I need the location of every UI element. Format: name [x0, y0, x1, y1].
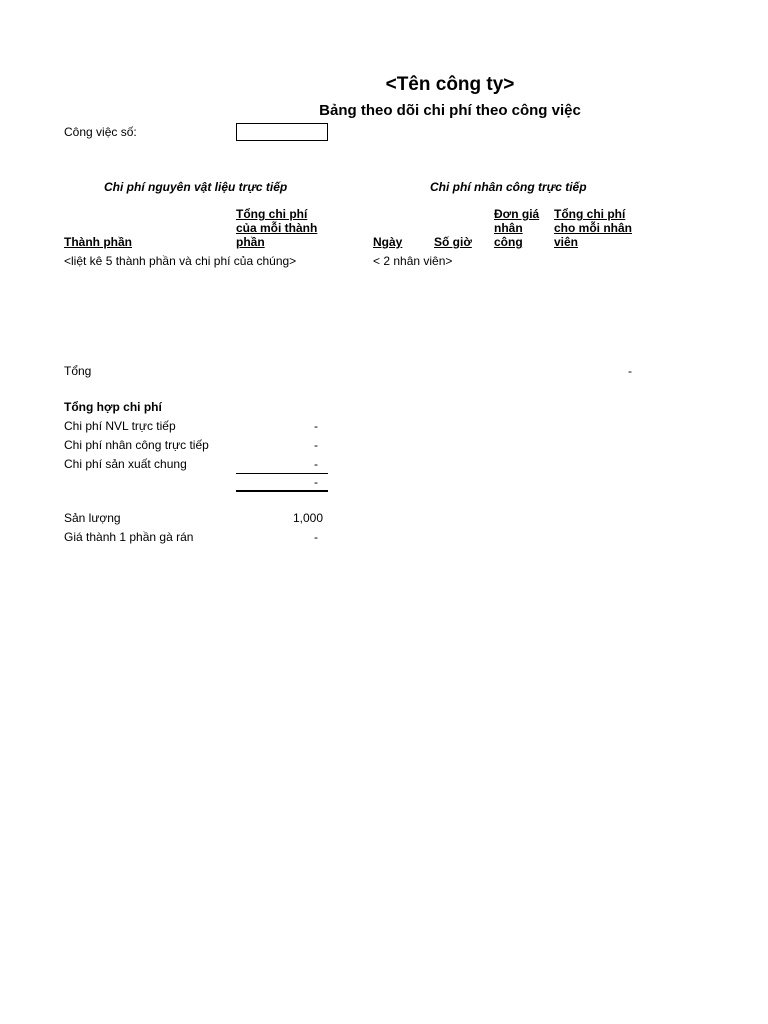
summary-row-label: Chi phí NVL trực tiếp: [64, 419, 176, 433]
summary-row-label: Chi phí nhân công trực tiếp: [64, 438, 209, 452]
summary-row-label: Chi phí sản xuất chung: [64, 457, 187, 471]
materials-section-title: Chi phí nguyên vật liệu trực tiếp: [104, 180, 288, 194]
labor-total-value: -: [628, 364, 632, 378]
labor-col-rate: Đơn giá nhân công: [494, 207, 540, 249]
quantity-value: 1,000: [292, 511, 323, 525]
labor-placeholder: < 2 nhân viên>: [373, 254, 453, 268]
subtotal-bottom-border: [236, 490, 328, 492]
job-number-label: Công việc số:: [64, 125, 137, 139]
labor-col-total: Tổng chi phí cho mỗi nhân viên: [554, 207, 632, 249]
labor-col-hours: Số giờ: [434, 235, 472, 249]
unit-cost-value: -: [314, 530, 318, 544]
materials-col-total: Tổng chi phí của mỗi thành phần: [236, 207, 318, 249]
company-title: <Tên công ty>: [385, 74, 515, 95]
job-number-input[interactable]: [236, 123, 328, 141]
summary-row-value: -: [314, 457, 318, 471]
summary-row-value: -: [314, 438, 318, 452]
materials-placeholder: <liệt kê 5 thành phần và chi phí của chúng>: [64, 254, 297, 268]
total-label: Tổng: [64, 364, 92, 378]
labor-col-date: Ngày: [373, 235, 403, 249]
labor-section-title: Chi phí nhân công trực tiếp: [430, 180, 587, 194]
materials-col-component: Thành phần: [64, 235, 132, 249]
summary-row-value: -: [314, 419, 318, 433]
quantity-label: Sản lượng: [64, 511, 121, 525]
summary-title: Tổng hợp chi phí: [64, 400, 162, 414]
summary-subtotal-value: -: [314, 475, 318, 489]
page-subtitle: Bảng theo dõi chi phí theo công việc: [319, 102, 581, 119]
subtotal-top-border: [236, 473, 328, 474]
unit-cost-label: Giá thành 1 phần gà rán: [64, 530, 194, 544]
